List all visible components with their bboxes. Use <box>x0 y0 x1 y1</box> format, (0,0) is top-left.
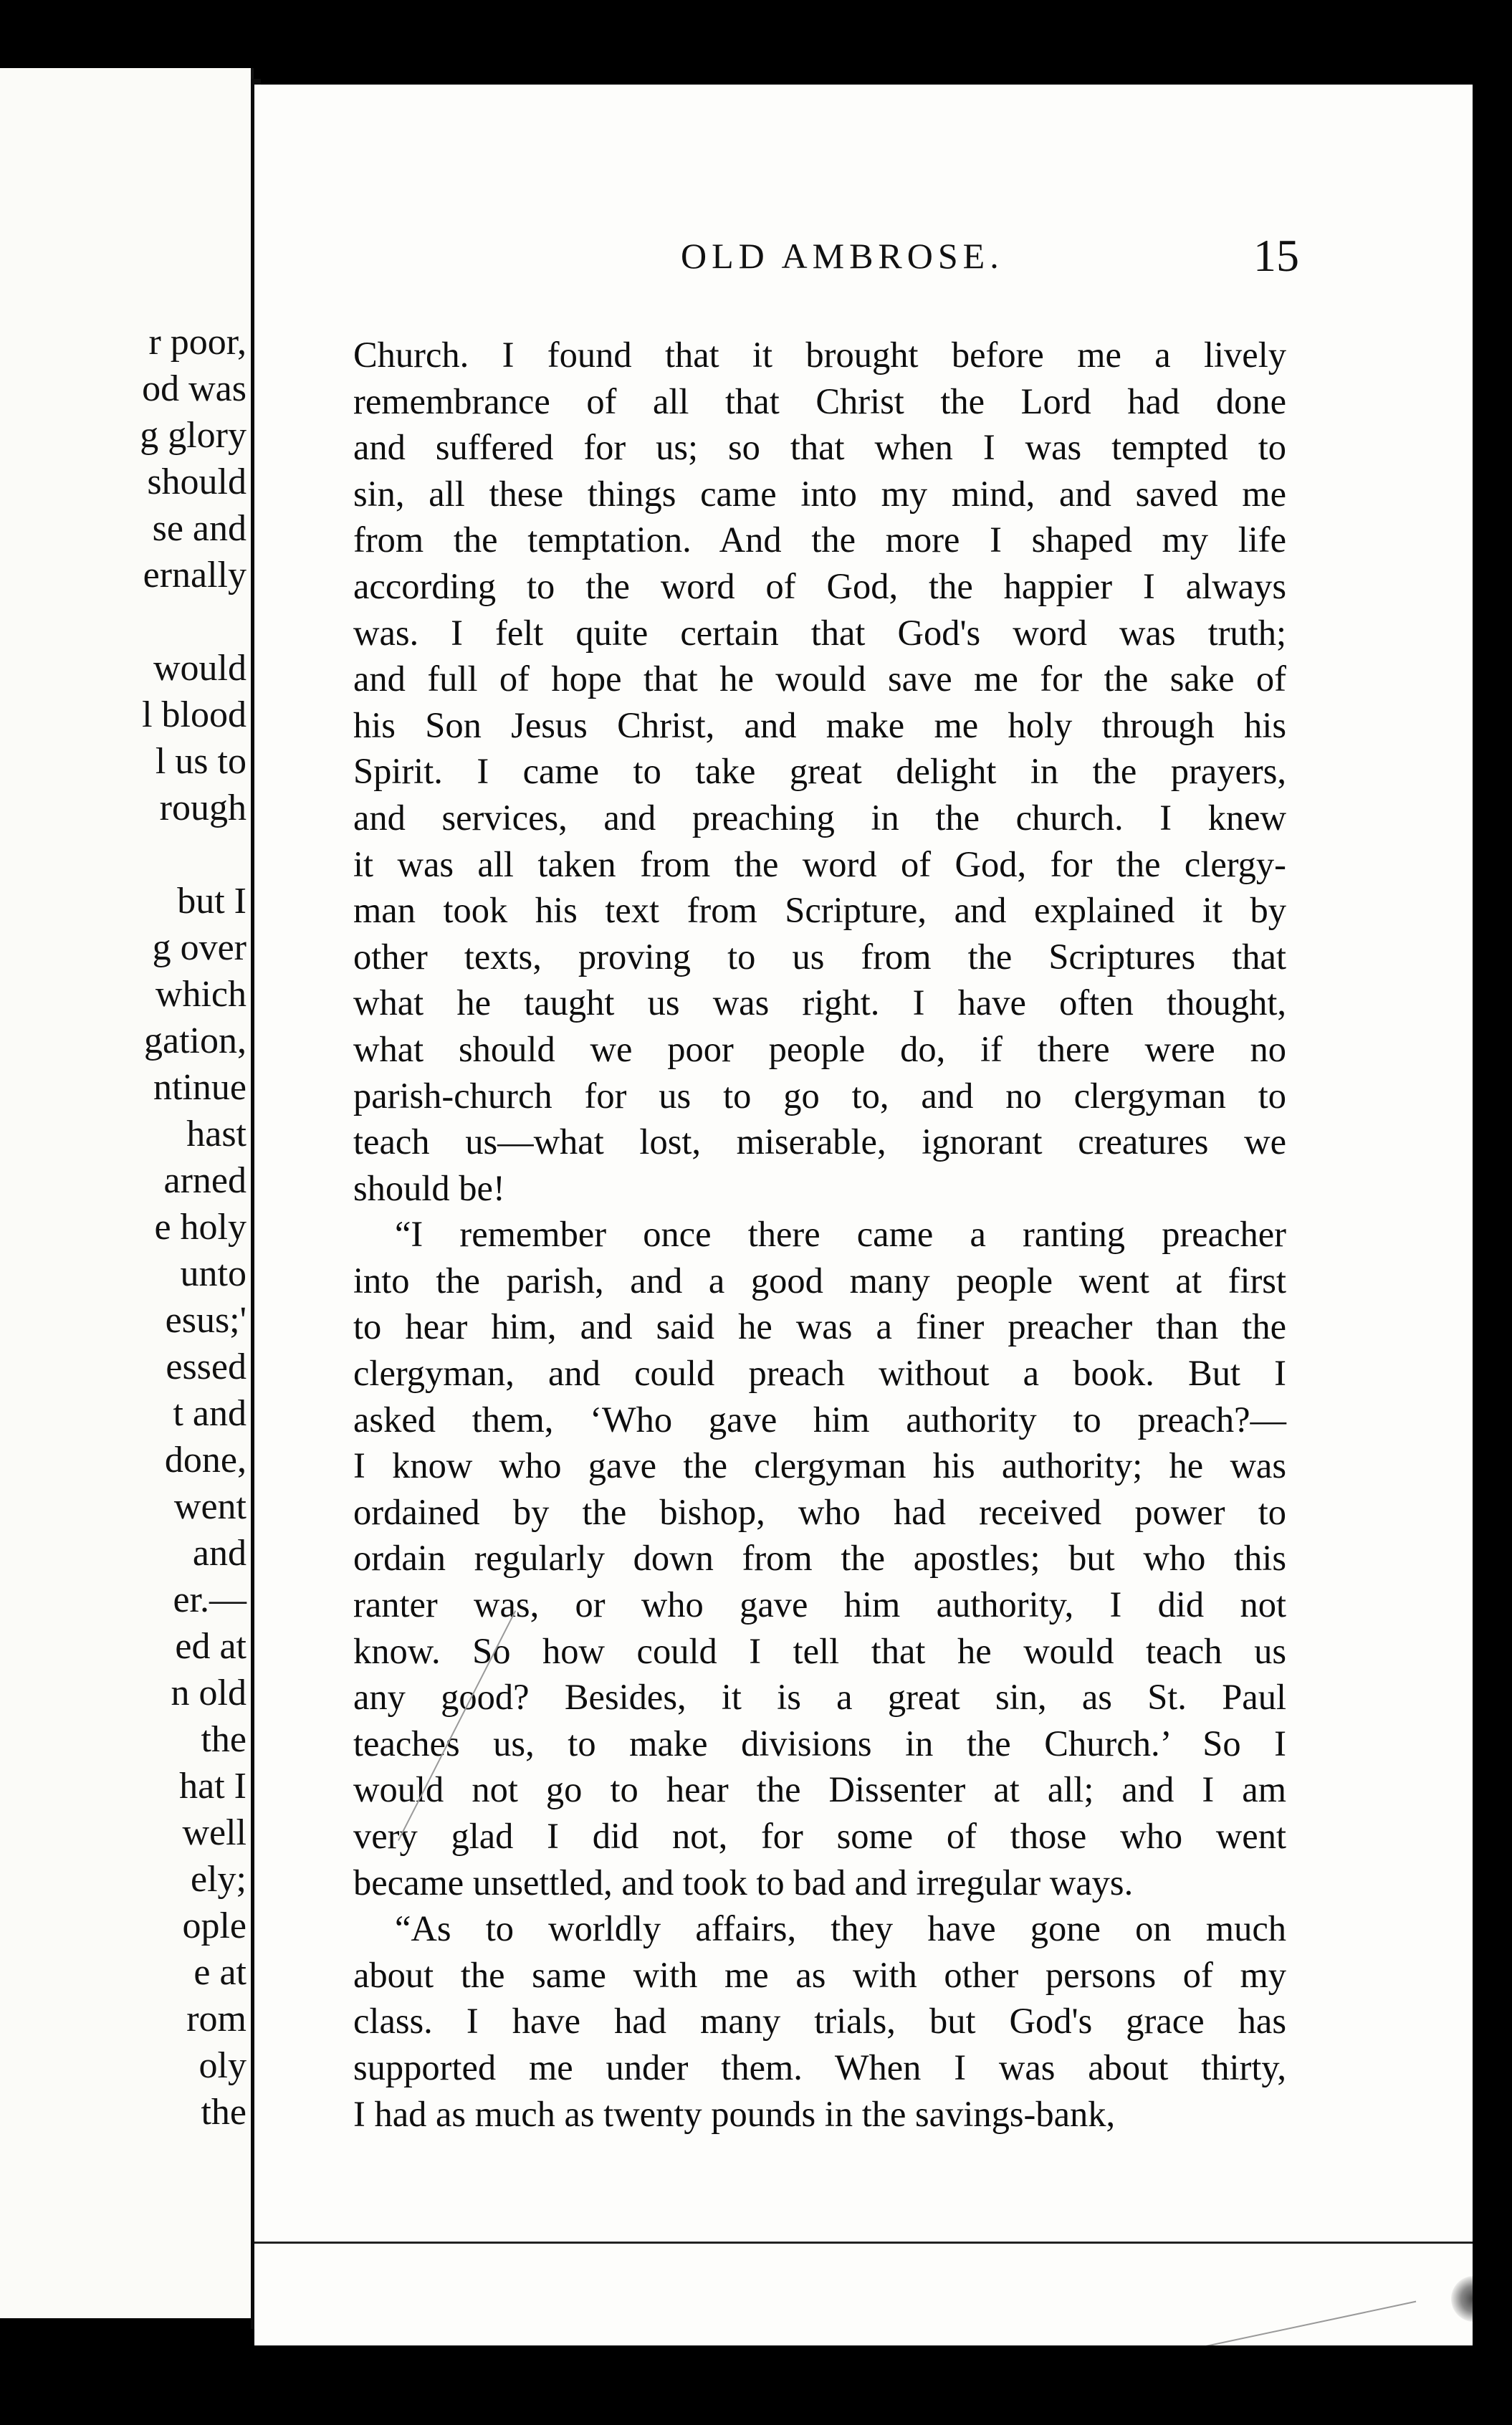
left-fragment-line: essed <box>166 1347 247 1387</box>
text-line: very glad I did not, for some of those who went <box>353 1816 1286 1856</box>
paragraph <box>353 1211 1286 1905</box>
left-fragment-line: and <box>192 1533 247 1574</box>
left-fragment-line: e holy <box>154 1207 247 1248</box>
text-line: Church. I found that it brought before me a lively <box>353 335 1286 375</box>
text-line: teaches us, to make divisions in the Church.’ So I <box>353 1723 1286 1764</box>
left-fragment-line: er.— <box>173 1579 247 1620</box>
left-fragment-line: t and <box>173 1393 247 1434</box>
text-line: what should we poor people do, if there were no <box>353 1028 1286 1069</box>
text-line: clergyman, and could preach without a book. But I <box>353 1353 1286 1394</box>
text-line: class. I have had many trials, but God's grace has <box>353 2001 1286 2042</box>
text-line: to hear him, and said he was a finer preacher than the <box>353 1306 1286 1347</box>
text-line: and full of hope that he would save me for the sake of <box>353 659 1286 699</box>
left-fragment-line: gation, <box>144 1020 247 1061</box>
left-fragment-line: rom <box>186 1999 247 2039</box>
left-fragment-line: done, <box>164 1440 247 1481</box>
text-line: from the temptation. And the more I shaped my life <box>353 520 1286 560</box>
text-line: ranter was, or who gave him authority, I did not <box>353 1584 1286 1625</box>
text-line: know. So how could I tell that he would teach us <box>353 1630 1286 1671</box>
left-fragment-line: which <box>155 974 247 1015</box>
left-page-text <box>140 319 247 2135</box>
left-fragment-line: the <box>201 2092 247 2133</box>
text-line: I had as much as twenty pounds in the savings-bank, <box>353 2093 1116 2134</box>
left-fragment-line: ntinue <box>153 1067 247 1108</box>
left-fragment-line: od was <box>142 368 247 409</box>
left-fragment-line <box>140 598 247 645</box>
scan-scratch <box>1121 2301 1416 2345</box>
ink-smudge <box>1451 2276 1473 2322</box>
text-line: it was all taken from the word of God, for the clergy- <box>353 843 1286 884</box>
text-line: and services, and preaching in the church. I knew <box>353 797 1286 838</box>
text-line: became unsettled, and took to bad and irregular ways. <box>353 1862 1134 1903</box>
text-line: “I remember once there came a ranting preacher <box>395 1214 1286 1255</box>
text-line: and suffered for us; so that when I was tempted to <box>353 427 1286 468</box>
text-line: his Son Jesus Christ, and make me holy through his <box>353 704 1286 745</box>
left-fragment-line: r poor, <box>148 322 247 363</box>
text-line: should be! <box>353 1167 505 1208</box>
scan-artifact-line <box>254 2242 1473 2244</box>
text-line: sin, all these things came into my mind, and saved me <box>353 473 1286 514</box>
left-fragment-line: would <box>153 648 247 689</box>
text-line: remembrance of all that Christ the Lord had done <box>353 381 1286 421</box>
text-line: was. I felt quite certain that God's word was truth; <box>353 612 1286 653</box>
running-head: OLD AMBROSE. <box>681 236 1004 276</box>
body-text <box>353 332 1286 2137</box>
text-line: would not go to hear the Dissenter at all; and I am <box>353 1769 1286 1810</box>
text-line: supported me under them. When I was about thirty, <box>353 2047 1286 2087</box>
left-fragment-line: g over <box>152 927 247 968</box>
left-fragment-line: ely; <box>191 1859 247 1900</box>
page-number: 15 <box>1253 230 1299 281</box>
left-fragment-line: ed at <box>175 1626 247 1667</box>
text-line: “As to worldly affairs, they have gone on much <box>395 1908 1286 1949</box>
left-fragment-line: se and <box>152 508 247 549</box>
left-fragment-line: rough <box>159 788 247 828</box>
text-line: ordain regularly down from the apostles; but who this <box>353 1538 1286 1579</box>
left-fragment-line: ernally <box>143 555 247 596</box>
left-fragment-line: g glory <box>140 415 247 456</box>
left-fragment-line: unto <box>180 1253 247 1294</box>
text-line: Spirit. I came to take great delight in the prayers, <box>353 751 1286 792</box>
text-line: other texts, proving to us from the Scriptures that <box>353 936 1286 977</box>
left-fragment-line: should <box>147 461 247 502</box>
text-line: asked them, ‘Who gave him authority to preach?— <box>353 1399 1286 1440</box>
page-header <box>254 230 1473 292</box>
text-line: any good? Besides, it is a great sin, as St. Paul <box>353 1677 1286 1718</box>
left-fragment-line: well <box>182 1812 247 1853</box>
text-line: man took his text from Scripture, and explained it by <box>353 890 1286 931</box>
left-fragment-line: arned <box>163 1160 247 1201</box>
text-line: I know who gave the clergyman his authority; he was <box>353 1445 1286 1486</box>
paragraph <box>353 1905 1286 2137</box>
left-fragment-line: the <box>201 1719 247 1760</box>
left-fragment-line: hat I <box>179 1766 247 1807</box>
left-fragment-line: but I <box>177 881 247 922</box>
text-line: ordained by the bishop, who had received power to <box>353 1491 1286 1532</box>
text-line: according to the word of God, the happier I always <box>353 565 1286 606</box>
text-line: parish-church for us to go to, and no clergyman to <box>353 1075 1286 1116</box>
left-fragment-line: hast <box>186 1114 247 1154</box>
left-fragment-line: went <box>173 1486 247 1527</box>
paragraph <box>353 332 1286 1211</box>
left-fragment-line: esus;' <box>165 1300 247 1341</box>
left-fragment-line: n old <box>171 1673 247 1713</box>
left-fragment-line: l us to <box>155 741 247 782</box>
left-fragment-line: l blood <box>142 694 247 735</box>
left-fragment-line <box>140 831 247 878</box>
text-line: into the parish, and a good many people went at first <box>353 1260 1286 1301</box>
left-fragment-line: ople <box>182 1905 247 1946</box>
right-page <box>254 85 1473 2345</box>
text-line: what he taught us was right. I have often thought, <box>353 982 1286 1023</box>
text-line: about the same with me as with other persons of my <box>353 1954 1286 1995</box>
left-page-fragment <box>0 68 254 2318</box>
left-fragment-line: oly <box>198 2045 247 2086</box>
left-fragment-line: e at <box>193 1952 247 1993</box>
text-line: teach us—what lost, miserable, ignorant creatures we <box>353 1121 1286 1162</box>
